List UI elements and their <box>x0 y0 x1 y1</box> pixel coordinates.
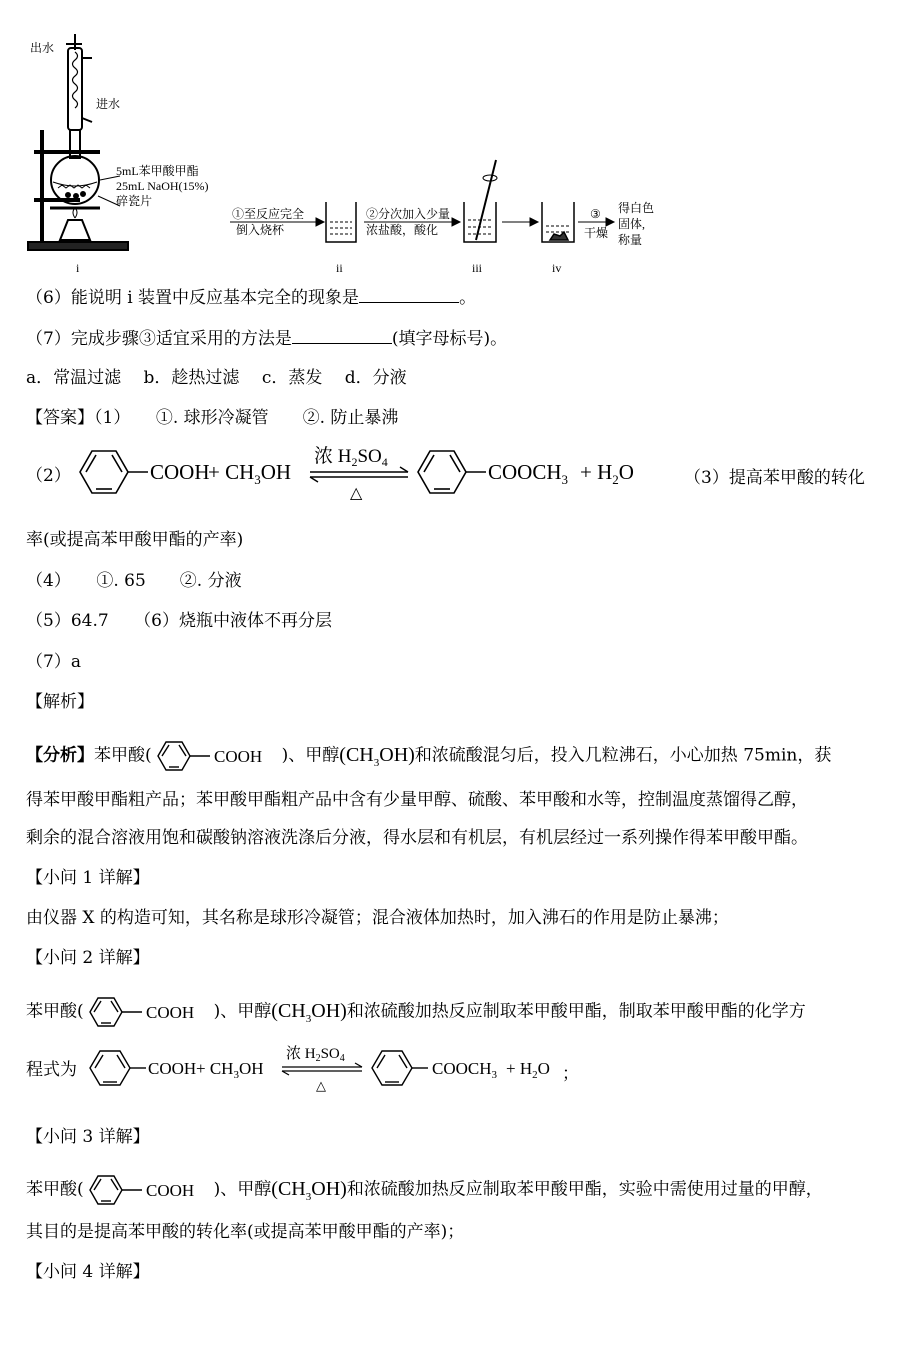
q4-header-text: 【小问 4 详解】 <box>26 1262 150 1282</box>
q2-ch: CH <box>277 999 306 1022</box>
step1-line1: ①至反应完全 <box>232 207 305 221</box>
benzoic-acid-structure <box>152 738 282 774</box>
water-out-label: 出水 <box>30 41 55 55</box>
result-line3: 称量 <box>618 233 643 247</box>
question-7-end: (填字母标号)。 <box>391 329 508 349</box>
reversible-arrow-icon <box>282 1063 362 1075</box>
answer-4 <box>26 569 242 593</box>
question-6 <box>26 284 476 310</box>
q2-end <box>562 1062 579 1086</box>
answer-1-text: 【答案】（1） ①. 球形冷凝管 ②. 防止暴沸 <box>26 408 399 428</box>
fenxi-p3: 剩余的混合溶液用饱和碳酸钠溶液洗涤后分液，得水层和有机层，有机层经过一系列操作得苯甲酸甲酯。 <box>26 828 808 848</box>
answer-5-6 <box>26 609 332 633</box>
benzene-ring-icon <box>90 1051 146 1085</box>
fenxi-p1b: )、甲醇 <box>281 745 340 766</box>
q3-sub3: 3 <box>305 1190 312 1203</box>
q3-header <box>26 1125 150 1149</box>
equation-analysis-2 <box>84 1040 574 1096</box>
question-7-text: （7）完成步骤③适宜采用的方法是 <box>26 329 292 349</box>
water-in-label: 进水 <box>96 97 121 111</box>
reagent-label-1: 5mL苯甲酸甲酯 <box>116 164 199 178</box>
q2-text-a: 苯甲酸( <box>26 1001 84 1022</box>
answer-7-text: （7）a <box>26 652 81 672</box>
fenxi-line3 <box>26 826 808 850</box>
q3-oh: OH <box>311 1177 341 1200</box>
q3-line2 <box>26 1220 464 1244</box>
fenxi-p1a: 苯甲酸( <box>94 745 152 766</box>
step2-line1: ②分次加入少量 <box>366 207 451 221</box>
q1-header-text: 【小问 1 详解】 <box>26 868 150 888</box>
analysis-header-text: 【解析】 <box>26 692 94 712</box>
caption-iv: iv <box>552 261 562 275</box>
answer-3-line1-text: （3）提高苯甲酸的转化 <box>684 468 865 488</box>
caption-iii: iii <box>472 261 483 275</box>
answer-2-label <box>26 464 71 488</box>
question-7 <box>26 325 507 351</box>
q2-text-c: 和浓硫酸加热反应制取苯甲酸甲酯，制取苯甲酸甲酯的化学方 <box>346 1001 806 1022</box>
reagent-label-2: 25mL NaOH(15%) <box>116 179 209 193</box>
methanol-formula: $(CH_3OH)$ <box>339 743 415 769</box>
beaker-iii <box>464 160 497 242</box>
q3-text-c: 和浓硫酸加热反应制取苯甲酸甲酯，实验中需使用过量的甲醇， <box>346 1179 823 1200</box>
q3-cooh: COOH <box>145 1181 194 1200</box>
benzene-ring-icon <box>90 998 142 1026</box>
benzene-ring-icon <box>418 451 486 493</box>
caption-i: i <box>76 261 80 275</box>
q2-header <box>26 946 150 970</box>
step3-number: ③ <box>590 207 601 221</box>
step2-line2: 浓盐酸，酸化 <box>366 223 439 237</box>
step3-label: 干燥 <box>584 226 609 240</box>
question-6-text: （6）能说明 i 装置中反应基本完全的现象是 <box>26 288 360 308</box>
q2-end-text: ； <box>562 1064 579 1084</box>
answer-5-text: （5）64.7 （6）烧瓶中液体不再分层 <box>26 611 332 631</box>
benzene-ring-icon <box>372 1051 428 1085</box>
question-6-end: 。 <box>459 288 477 308</box>
fenxi-p2: 得苯甲酸甲酯粗产品；苯甲酸甲酯粗产品中含有少量甲醇、硫酸、苯甲酸和水等，控制温度蒸馏得乙醇， <box>26 790 808 810</box>
benzene-ring-icon <box>80 451 148 493</box>
q2-cooh: COOH <box>145 1003 194 1022</box>
benzene-ring-icon <box>158 742 210 770</box>
fenxi-label: 【分析】 <box>26 745 94 766</box>
benzene-ring-icon <box>90 1176 142 1204</box>
eq-water: + $H_2O$ <box>580 460 634 487</box>
question-7-options <box>26 366 407 390</box>
methanol-formula: $(CH_3OH)$ <box>271 1177 347 1203</box>
result-line1: 得白色 <box>618 201 655 215</box>
q1-text <box>26 906 729 930</box>
answer-3-line2-text: 率(或提高苯甲酸甲酯的产率) <box>26 530 244 550</box>
eq-methanol: + $CH_3OH$ <box>208 460 292 487</box>
answer-1 <box>26 406 398 430</box>
caption-ii: ii <box>336 261 343 275</box>
q2-text-b: )、甲醇 <box>213 1001 272 1022</box>
question-6-blank <box>359 284 459 303</box>
methanol-formula: $(CH_3OH)$ <box>271 999 347 1025</box>
q1-text-span: 由仪器 X 的构造可知，其名称是球形冷凝管；混合液体加热时，加入沸石的作用是防止暴沸； <box>26 908 729 928</box>
eq2-heat: △ <box>316 1078 326 1093</box>
arrow-3 <box>502 218 538 226</box>
reversible-arrow-icon <box>310 467 408 482</box>
q2-sub3: 3 <box>305 1012 312 1025</box>
answer-3-line1 <box>684 466 865 490</box>
q1-header <box>26 866 150 890</box>
q3-text-d: 其目的是提高苯甲酸的转化率(或提高苯甲酸甲酯的产率)； <box>26 1222 465 1242</box>
eq2-ester: $COOCH_3$ <box>432 1059 498 1081</box>
q2-line2 <box>26 1058 77 1082</box>
fenxi-p1c: 和浓硫酸混匀后，投入几粒沸石，小心加热 75min，获 <box>414 745 832 766</box>
q3-ch: CH <box>277 1177 306 1200</box>
experiment-figure <box>20 30 700 280</box>
answer-4-text: （4） ①. 65 ②. 分液 <box>26 571 242 591</box>
benzoic-acid-structure <box>84 994 214 1030</box>
q2-line1 <box>26 994 806 1031</box>
eq2-water: + $H_2O$ <box>506 1059 550 1081</box>
q2-oh: OH <box>311 999 341 1022</box>
q3-line1 <box>26 1172 823 1209</box>
fenxi-line1 <box>26 738 831 775</box>
answer-7 <box>26 650 81 674</box>
fenxi-sub3: 3 <box>373 756 380 769</box>
q3-header-text: 【小问 3 详解】 <box>26 1127 150 1147</box>
reagent-label-3: 碎瓷片 <box>116 194 153 208</box>
eq-heat: △ <box>350 485 363 502</box>
step1-line2: 倒入烧杯 <box>236 223 285 237</box>
eq2-methanol: + $CH_3OH$ <box>196 1059 264 1081</box>
beaker-ii <box>326 202 356 242</box>
q4-header <box>26 1260 150 1284</box>
answer-3-line2 <box>26 528 243 552</box>
q2-text-d: 程式为 <box>26 1060 77 1080</box>
answer-2-label-text: （2） <box>26 466 71 486</box>
reflux-apparatus <box>28 34 128 250</box>
fenxi-ch: CH <box>345 743 374 766</box>
fenxi-cooh: COOH <box>213 747 262 766</box>
fenxi-oh: OH <box>379 743 409 766</box>
eq2-catalyst: 浓 $H_2SO_4$ <box>286 1046 345 1064</box>
question-7-blank <box>292 325 392 344</box>
eq-ester: $COOCH_3$ <box>488 460 569 487</box>
q2-header-text: 【小问 2 详解】 <box>26 948 150 968</box>
equation-answer-2 <box>70 440 650 504</box>
eq-catalyst: 浓 $H_2SO_4$ <box>314 446 388 469</box>
options-text: a．常温过滤 b．趁热过滤 c．蒸发 d．分液 <box>26 368 407 388</box>
q3-text-a: 苯甲酸( <box>26 1179 84 1200</box>
result-line2: 固体, <box>618 217 646 231</box>
benzoic-acid-structure <box>84 1172 214 1208</box>
eq-cooh: COOH <box>150 460 210 484</box>
eq2-cooh: COOH <box>148 1059 197 1078</box>
beaker-iv <box>542 202 574 242</box>
fenxi-line2 <box>26 788 808 812</box>
q3-text-b: )、甲醇 <box>213 1179 272 1200</box>
analysis-header <box>26 690 94 714</box>
